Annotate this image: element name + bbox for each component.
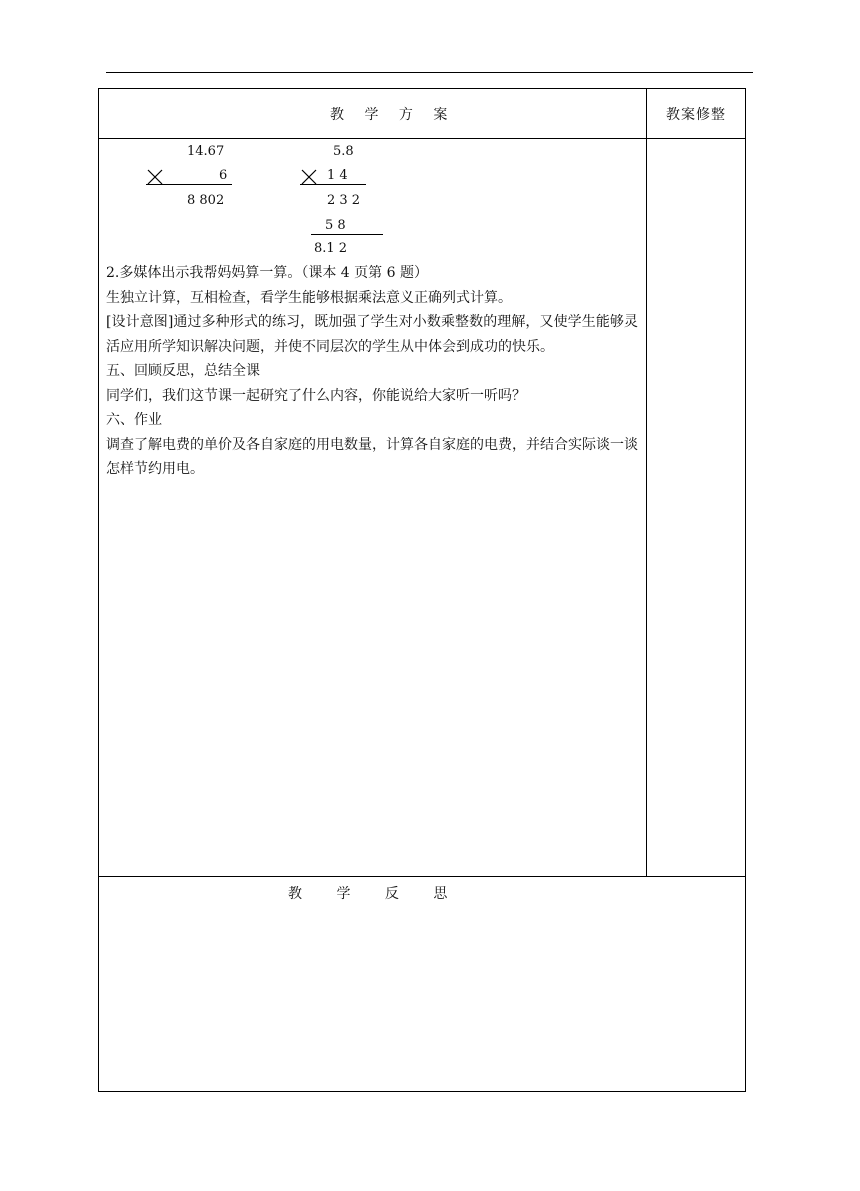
lesson-plan-table — [98, 88, 746, 1092]
homework-paragraph: 调查了解电费的单价及各自家庭的用电数量，计算各自家庭的电费，并结合实际谈一谈怎样节约用电。 — [106, 436, 638, 477]
calc2-result: 8.1 2 — [314, 241, 348, 256]
top-rule — [106, 72, 753, 73]
calc1-multiplicand: 14.67 — [187, 144, 225, 159]
lesson-content — [106, 261, 638, 482]
calc2-partial-1: 2 3 2 — [327, 193, 361, 208]
review-question-text: 同学们，我们这节课一起研究了什么内容，你能说给大家听一听吗？ — [106, 387, 526, 404]
calc1-result: 8 802 — [187, 193, 225, 208]
item-2-text: 2.多媒体出示我帮妈妈算一算。（课本 4 页第 6 题） — [106, 265, 428, 281]
calc2-multiplier: 1 4 — [327, 168, 348, 183]
calc2-underline-1 — [300, 184, 366, 185]
section-6-heading: 六、作业 — [106, 412, 162, 428]
calc1-multiplier: 6 — [219, 168, 228, 183]
header-divider — [98, 138, 746, 139]
revise-column-header: 教案修整 — [666, 107, 726, 123]
design-intent-paragraph: [设计意图]通过多种形式的练习，既加强了学生对小数乘整数的理解，又使学生能够灵活应用所学知识解决问题，并使不同层次的学生从中体会到成功的快乐。 — [106, 314, 638, 355]
reflection-heading: 教 学 反 思 — [288, 886, 463, 902]
calc1-underline — [146, 184, 232, 185]
calc2-underline-2 — [311, 234, 383, 235]
plan-column-header: 教 学 方 案 — [330, 107, 456, 123]
calc2-partial-2: 5 8 — [325, 218, 346, 233]
column-divider — [646, 88, 647, 877]
reflection-divider — [98, 876, 746, 877]
section-5-heading: 五、回顾反思，总结全课 — [106, 363, 260, 379]
independent-calc-text: 生独立计算，互相检查，看学生能够根据乘法意义正确列式计算。 — [106, 289, 512, 306]
calc2-multiplicand: 5.8 — [333, 144, 354, 159]
